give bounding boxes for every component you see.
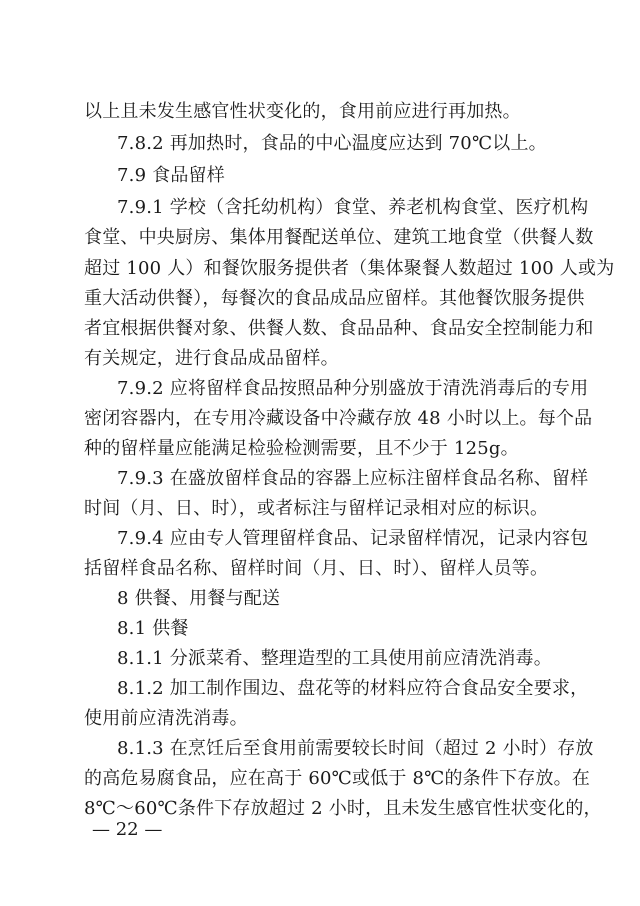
- section-heading: 8.1 供餐: [117, 618, 189, 639]
- text-line: 8℃～60℃条件下存放超过 2 小时，且未发生感官性状变化的，: [84, 798, 602, 819]
- text-line: 7.9.1 学校（含托幼机构）食堂、养老机构食堂、医疗机构: [117, 197, 589, 218]
- text-line: 食堂、中央厨房、集体用餐配送单位、建筑工地食堂（供餐人数: [84, 227, 594, 248]
- text-line: 的高危易腐食品，应在高于 60℃或低于 8℃的条件下存放。在: [84, 768, 591, 789]
- text-line: 重大活动供餐），每餐次的食品成品应留样。其他餐饮服务提供: [84, 288, 585, 309]
- text-line: 者宜根据供餐对象、供餐人数、食品品种、食品安全控制能力和: [84, 318, 594, 339]
- text-line: 括留样食品名称、留样时间（月、日、时）、留样人员等。: [84, 558, 549, 579]
- text-line: 7.9.4 应由专人管理留样食品、记录留样情况，记录内容包: [117, 528, 589, 549]
- text-line: 超过 100 人）和餐饮服务提供者（集体聚餐人数超过 100 人或为: [84, 258, 615, 279]
- section-heading: 8 供餐、用餐与配送: [117, 588, 281, 609]
- text-line: 8.1.1 分派菜肴、整理造型的工具使用前应清洗消毒。: [117, 648, 552, 669]
- text-line: 8.1.2 加工制作围边、盘花等的材料应符合食品安全要求，: [117, 678, 589, 699]
- text-line: 7.9.2 应将留样食品按照品种分别盛放于清洗消毒后的专用: [117, 378, 589, 399]
- text-line: 8.1.3 在烹饪后至食用前需要较长时间（超过 2 小时）存放: [117, 738, 594, 759]
- text-line: 7.9.3 在盛放留样食品的容器上应标注留样食品名称、留样: [117, 468, 589, 489]
- text-line: 时间（月、日、时），或者标注与留样记录相对应的标识。: [84, 498, 549, 519]
- text-line: 以上且未发生感官性状变化的，食用前应进行再加热。: [84, 101, 521, 122]
- section-heading: 7.9 食品留样: [117, 165, 225, 186]
- text-line: 使用前应清洗消毒。: [84, 708, 248, 729]
- text-line: 密闭容器内，在专用冷藏设备中冷藏存放 48 小时以上。每个品: [84, 408, 593, 429]
- text-line: 有关规定，进行食品成品留样。: [84, 348, 339, 369]
- text-line: 种的留样量应能满足检验检测需要，且不少于 125g。: [84, 438, 519, 459]
- page-number: — 22 —: [92, 819, 163, 840]
- text-line: 7.8.2 再加热时，食品的中心温度应达到 70℃以上。: [117, 133, 547, 154]
